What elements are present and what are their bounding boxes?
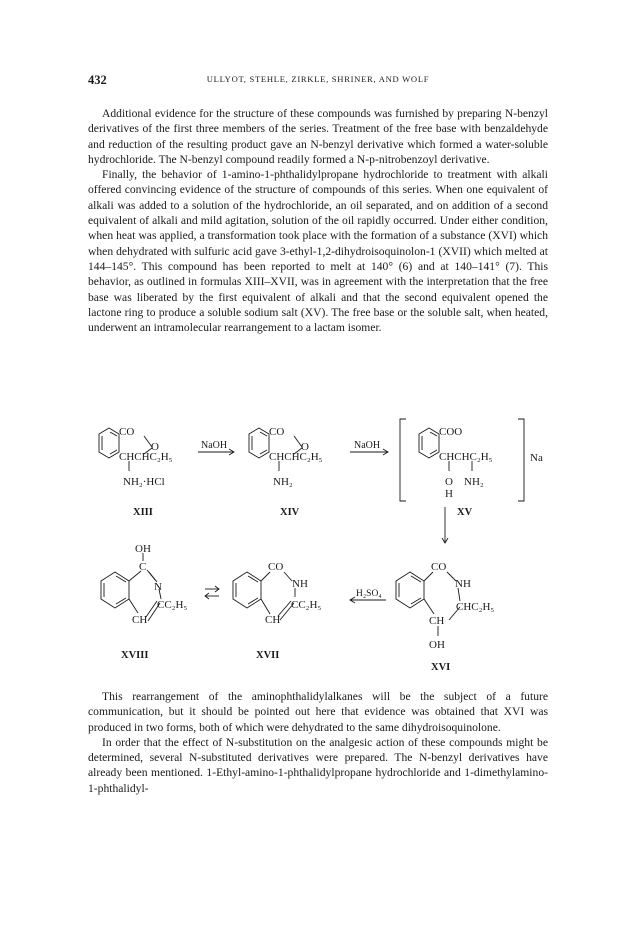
ch-label: CH — [429, 615, 445, 627]
double-bond — [116, 576, 126, 582]
bond — [424, 572, 433, 581]
reaction-arrow-naoh-2 — [350, 440, 388, 455]
ch-label: CH — [132, 614, 148, 626]
chain-label: CHCHC₂H₅ — [269, 451, 323, 463]
double-bond — [411, 598, 421, 604]
cc-label: CC₂H₅ — [157, 599, 188, 611]
bond — [424, 599, 434, 614]
reaction-arrow-naoh-1 — [198, 440, 234, 455]
compound-xiii — [99, 426, 173, 518]
compound-label: XIV — [280, 507, 300, 518]
reagent-label: NaOH — [354, 440, 381, 451]
double-bond — [248, 576, 258, 582]
paragraph: In order that the effect of N-substitution on the analgesic action of these compounds might be determined, several N-substituted derivatives were prepared. The N-benzyl derivatives have already been mentioned. 1-Ethyl-amino-1-phthalidylpropane hydrochloride and 1-dimethylamino-1-phthalidyl- — [88, 735, 548, 795]
double-bond — [248, 598, 258, 604]
running-head: ULLYOT, STEHLE, ZIRKLE, SHRINER, AND WOLF — [206, 74, 430, 84]
reaction-arrow-down — [442, 507, 448, 543]
amine-label: NH₂·HCl — [123, 476, 165, 488]
compound-xvi — [396, 561, 494, 673]
benzene-ring — [233, 572, 261, 608]
page-number: 432 — [88, 73, 107, 87]
h-label: H — [445, 488, 453, 500]
o-label: O — [301, 441, 309, 453]
co-label: CO — [269, 426, 285, 438]
sodium-label: Na — [530, 452, 543, 464]
reaction-scheme — [88, 415, 558, 685]
nh-label: NH — [292, 578, 308, 590]
compound-xvii — [233, 561, 321, 661]
co-label: CO — [268, 561, 284, 573]
paragraph: Additional evidence for the structure of these compounds was furnished by preparing N-benzyl derivatives of the first three members of the series. Treatment of the free base with benzaldehyde and reduction of the resulting product gave an N-benzyl derivative which formed a water-soluble hydrochloride. The N-benzyl compound readily formed a N-p-nitrobenzoyl derivative. — [88, 107, 548, 166]
double-bond — [411, 576, 421, 582]
oh-label: OH — [135, 543, 151, 555]
n-label: N — [154, 581, 162, 593]
body-text-bottom — [88, 689, 548, 796]
coo-label: COO — [439, 426, 463, 438]
compound-xviii — [101, 543, 187, 661]
oh-label: OH — [429, 639, 445, 651]
body-text-top — [88, 106, 548, 335]
reagent-label: NaOH — [201, 440, 228, 451]
paragraph: Finally, the behavior of 1-amino-1-phthalidylpropane hydrochloride to treatment with alkali offered convincing evidence of the structure of compounds of this series. When one equivalent of alkali was added to a solution of the hydrochloride, an oil separated, and on addition of a second equivalent of alkali and mild agitation, solution of the oil rapidly occurred. Under either condition, when heat was applied, a transformation took place with the formation of a substance (XVI) which when dehydrated with sulfuric acid gave 3-ethyl-1,2-dihydroisoquinolon-1 (XVII) which melted at 144–145°. This compound has been reported to melt at 140° (6) and at 140–141° (7). This behavior, as outlined in formulas XIII–XVII, was in agreement with the interpretation that the free base was liberated by the first equivalent of alkali and that the second equivalent opened the lactone ring to produce a soluble sodium salt (XV). The free base or the soluble salt, when heated, underwent an intramolecular rearrangement to a lactam isomer. — [88, 168, 548, 335]
ch-label: CH — [265, 614, 281, 626]
left-bracket — [400, 419, 406, 501]
amine-label: NH₂ — [273, 476, 293, 488]
equilibrium-arrows — [205, 586, 219, 599]
compound-label: XVI — [431, 662, 451, 673]
benzene-ring — [396, 572, 424, 608]
nh-label: NH — [455, 578, 471, 590]
chc-label: CHC₂H₅ — [456, 601, 495, 613]
compound-label: XVIII — [121, 650, 149, 661]
o-label: O — [445, 476, 453, 488]
bond — [129, 599, 138, 613]
reagent-label: H₂SO₄ — [356, 589, 382, 599]
c-label: C — [139, 561, 147, 573]
co-label: CO — [119, 426, 135, 438]
bond — [284, 572, 292, 581]
double-bond — [146, 601, 157, 617]
compound-label: XIII — [133, 507, 153, 518]
right-bracket — [518, 419, 524, 501]
bond — [261, 599, 270, 614]
chain-label: CHCHC₂H₅ — [439, 451, 493, 463]
compound-label: XV — [457, 507, 473, 518]
benzene-ring — [101, 572, 129, 608]
amine-label: NH₂ — [464, 476, 484, 488]
chain-label: CHCHC₂H₅ — [119, 451, 173, 463]
o-label: O — [151, 441, 159, 453]
co-label: CO — [431, 561, 447, 573]
reaction-arrow-h2so4 — [350, 589, 386, 603]
compound-xiv — [249, 426, 323, 518]
cc-label: CC₂H₅ — [291, 599, 322, 611]
compound-label: XVII — [256, 650, 280, 661]
page-header — [88, 73, 548, 89]
compound-xv — [400, 419, 543, 518]
paragraph: This rearrangement of the aminophthalidylalkanes will be the subject of a future communication, but it should be pointed out here that evidence was obtained that XVI was produced in two forms, both of which were dehydrated to the same dihydroisoquinolone. — [88, 690, 548, 734]
bond — [261, 572, 270, 581]
double-bond — [116, 598, 126, 604]
